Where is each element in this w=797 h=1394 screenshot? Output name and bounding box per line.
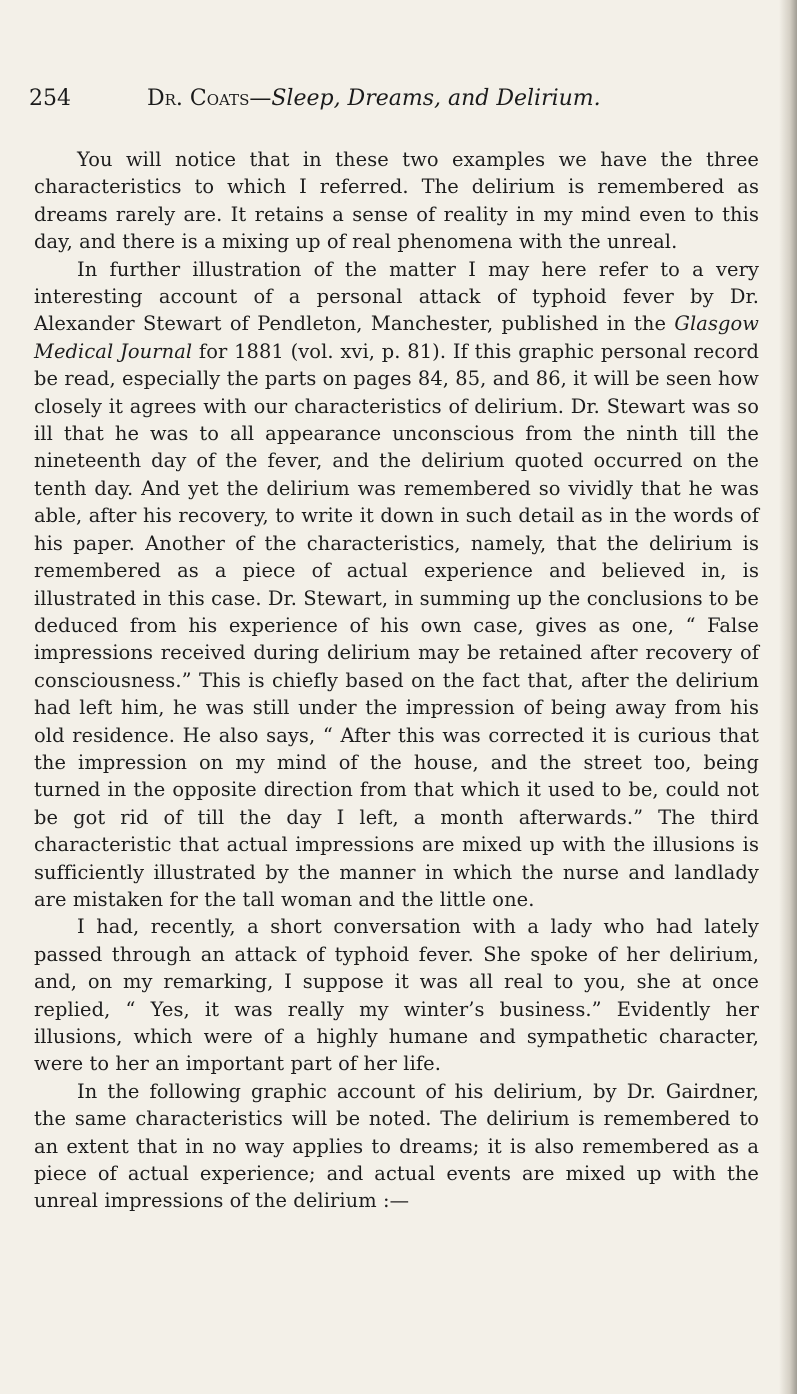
journal-title: Glasgow Medical Journal	[34, 312, 759, 363]
paragraph-4: In the following graphic account of his delirium, by Dr. Gairdner, the same characteristics will be noted. The delirium is remembered to an extent that in no way applies to dreams; it is also remembered as a piece of actual experience; and actual events are mixed up with the unreal impressions of the delirium :—	[34, 1079, 759, 1213]
page-number: 254	[29, 86, 71, 111]
body-text	[34, 146, 759, 1215]
paragraph-2	[34, 256, 759, 914]
page-edge-shadow	[779, 0, 797, 1394]
paragraph-1: You will notice that in these two examples we have the three characteristics to which I referred. The delirium is remembered as dreams rarely are. It retains a sense of reality in my mind even to this day, and there is a mixing up of real phenomena with the unreal.	[34, 148, 759, 254]
running-head	[29, 86, 769, 111]
paragraph-3: I had, recently, a short conversation with a lady who had lately passed through an attack of typhoid fever. She spoke of her delirium, and, on my remarking, I suppose it was all real to you, she at once replied, “ Yes, it was really my winter’s business.” Evidently her illusions, which were of a highly humane and sympathetic character, were to her an important part of her life.	[34, 915, 759, 1076]
running-head-author: Dr. Coats	[147, 86, 250, 111]
paragraph-2-part-1: In further illustration of the matter I may here refer to a very interesting account of a personal attack of typhoid fever by Dr. Alexander Stewart of Pendleton, Manchester, published in the	[34, 257, 759, 336]
running-head-separator: —	[249, 86, 272, 111]
paragraph-2-part-2: for 1881 (vol. xvi, p. 81). If this graphic personal record be read, especially the parts on pages 84, 85, and 86, it will be seen how closely it agrees with our characteristics of delirium. Dr. Stewart was so ill that he was to all appearance unconscious from the ninth till the nineteenth day of the fever, and the delirium quoted occurred on the tenth day. And yet the delirium was remembered so vividly that he was able, after his recovery, to write it down in such detail as in the words of his paper. Another of the characteristics, namely, that the delirium is remembered as a piece of actual experience and believed in, is illustrated in this case. Dr. Stewart, in summing up the conclusions to be deduced from his experience of his own case, gives as one, “ False impressions received during delirium may be retained after recovery of consciousness.” This is chiefly based on the fact that, after the delirium had left him, he was still under the impression of being away from his old residence. He also says, “ After this was corrected it is curious that the impression on my mind of the house, and the street too, being turned in the opposite direction from that which it used to be, could not be got rid of till the day I left, a month afterwards.” The third characteristic that actual impressions are mixed up with the illusions is sufficiently illustrated by the manner in which the nurse and landlady are mistaken for the tall woman and the little one.	[34, 339, 760, 911]
running-head-title: Sleep, Dreams, and Delirium.	[271, 86, 601, 111]
